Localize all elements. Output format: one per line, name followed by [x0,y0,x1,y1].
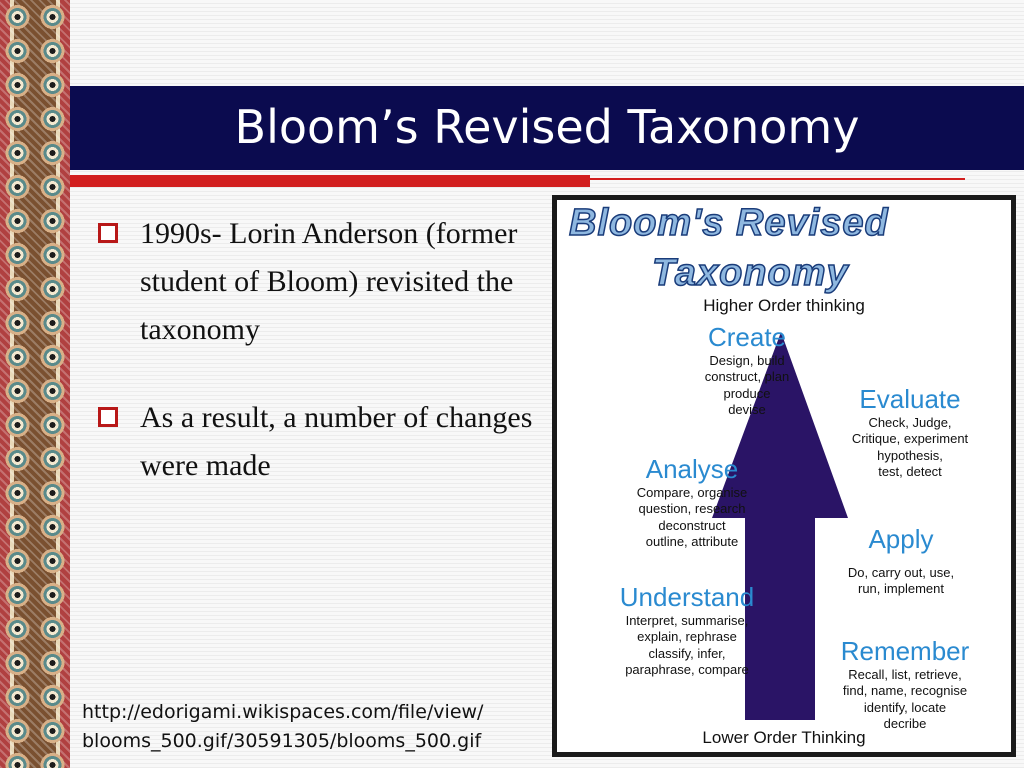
level-title: Remember [840,636,970,666]
source-line: http://edorigami.wikispaces.com/file/view/ [82,701,484,723]
decorative-border [0,0,70,768]
level-title: Understand [619,582,755,612]
source-link[interactable] [82,698,552,755]
desc-line: classify, infer, [648,645,726,661]
higher-order-caption: Higher Order thinking [703,296,865,315]
level-title: Apply [868,524,934,554]
bullet-text: As a result, a number of changes were made [140,401,533,482]
level-evaluate [805,384,1015,480]
desc-line: outline, attribute [645,533,739,549]
source-line: blooms_500.gif/30591305/blooms_500.gif [82,729,482,752]
taxonomy-figure [552,195,1016,757]
level-title: Analyse [645,454,739,484]
square-bullet-icon [98,223,118,243]
desc-line: identify, locate [863,699,947,715]
level-analyse [597,454,787,550]
level-description [597,485,787,550]
desc-line: explain, rephrase [637,629,737,645]
bullet-item [92,394,542,490]
level-title: Evaluate [859,384,961,414]
desc-line: devise [728,401,766,417]
desc-line: test, detect [878,463,942,479]
desc-line: question, research [638,501,746,517]
accent-line [590,178,965,180]
desc-line: Design, build [709,353,785,368]
level-remember [805,636,1005,732]
desc-line: Compare, organise [636,485,748,500]
level-description [801,565,1001,598]
desc-line: Interpret, summarise, [625,613,749,628]
level-understand [587,582,787,678]
level-apply [801,524,1001,598]
desc-line: run, implement [858,581,944,597]
desc-line: Recall, list, retrieve, [848,667,962,682]
level-description [805,415,1015,480]
desc-line: paraphrase, compare [625,661,749,677]
level-title: Create [707,322,787,352]
desc-line: produce [723,385,771,401]
desc-line: find, name, recognise [842,683,968,699]
level-description [587,613,787,678]
bullet-item [92,210,542,354]
lower-order-caption: Lower Order Thinking [702,728,866,747]
desc-line: Do, carry out, use, [847,565,955,580]
desc-line: construct, plan [704,369,790,385]
accent-bar [70,175,590,187]
desc-line: Critique, experiment [851,431,969,447]
bullet-list [92,210,542,530]
desc-line: decribe [883,715,927,731]
desc-line: Check, Judge, [868,415,952,430]
level-description [805,667,1005,732]
desc-line: hypothesis, [877,447,943,463]
bullet-text: 1990s- Lorin Anderson (former student of Bloom) revisited the taxonomy [140,217,518,346]
figure-heading: Bloom's Revised [569,202,889,244]
desc-line: deconstruct [658,517,726,533]
figure-heading: Taxonomy [652,252,849,294]
square-bullet-icon [98,407,118,427]
slide-title: Bloom’s Revised Taxonomy [234,100,860,154]
